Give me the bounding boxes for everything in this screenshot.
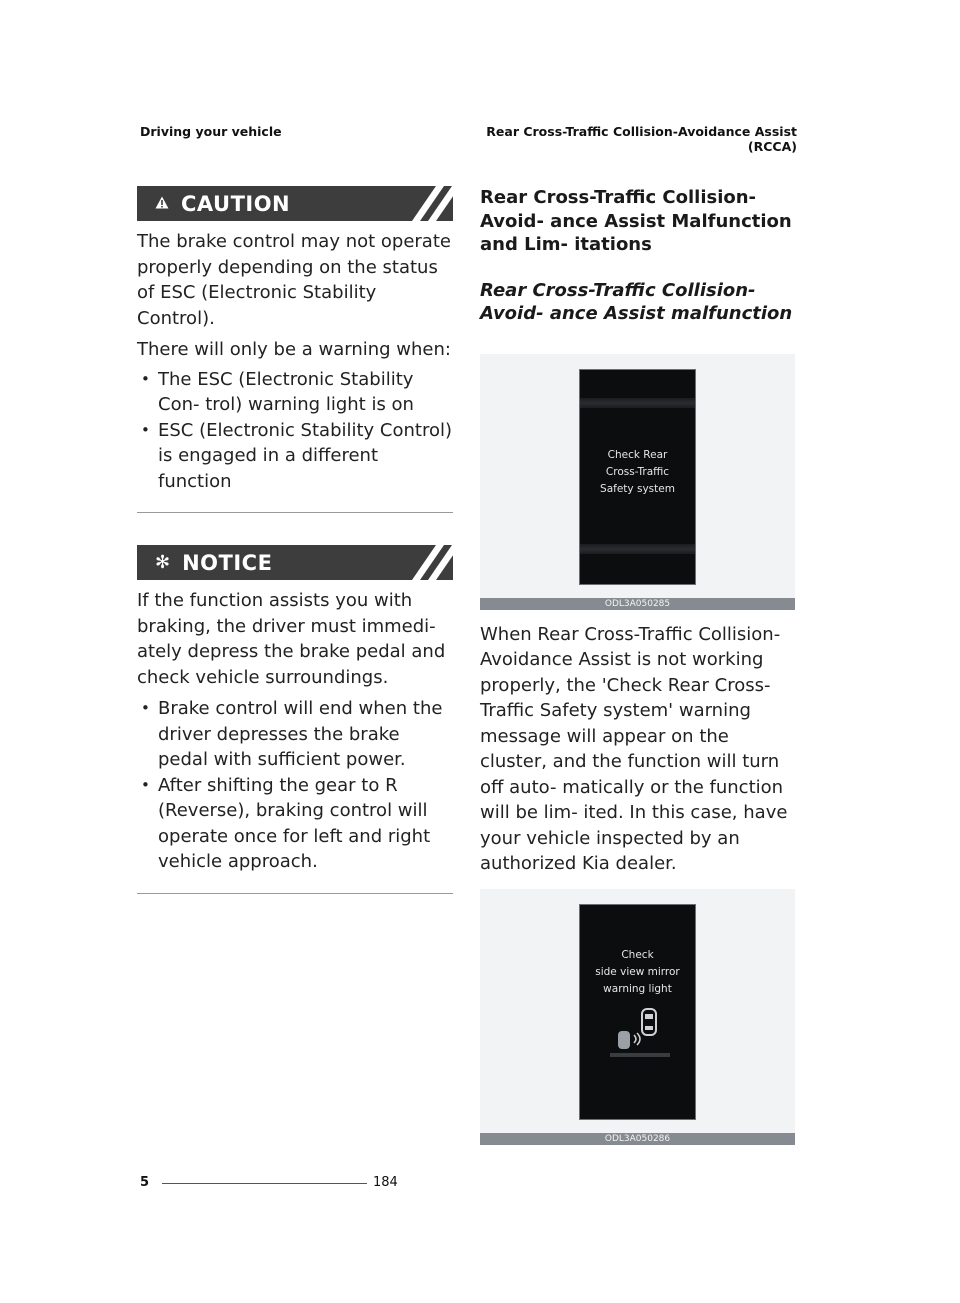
notice-box — [137, 545, 453, 894]
divider — [137, 512, 453, 513]
running-header-title: Rear Cross-Traffic Collision-Avoidance Assist — [486, 124, 797, 139]
running-header-right — [377, 124, 797, 154]
figure-caption: ODL3A050286 — [480, 1133, 795, 1145]
caution-paragraph-2: There will only be a warning when: — [137, 339, 451, 360]
caution-bullet-list — [137, 367, 453, 495]
display-text-line: side view mirror — [595, 965, 680, 978]
header-slash-decoration — [398, 186, 453, 221]
header-slash-decoration — [398, 545, 453, 580]
list-item: • After shifting the gear to R (Reverse), braking control will operate once for left and right vehicle approach. — [137, 773, 453, 875]
asterisk-icon: ✻ — [155, 552, 171, 573]
running-header-subtitle: (RCCA) — [747, 139, 797, 154]
figure-cluster-warning-2 — [480, 889, 795, 1145]
caution-header — [137, 186, 453, 221]
malfunction-paragraph: When Rear Cross-Traffic Collision- Avoidance Assist is not working properly, the 'Check Rear Cross- Traffic Safety system' warning message will appear on the cluster, and the function will turn off auto- matically or the function will be lim- ited. In this case, have your vehicle inspected by an authorized Kia dealer. — [480, 623, 788, 874]
figure-caption: ODL3A050285 — [480, 598, 795, 610]
notice-header — [137, 545, 453, 580]
car-mirror-icon — [610, 1005, 670, 1065]
display-band — [580, 544, 695, 554]
left-column — [137, 186, 453, 894]
right-column — [480, 186, 795, 1145]
notice-bullet-list — [137, 696, 453, 875]
list-item: • ESC (Electronic Stability Control) is engaged in a different function — [137, 418, 453, 495]
list-item: • The ESC (Electronic Stability Con- trol) warning light is on — [137, 367, 453, 418]
display-text-line: Check Rear — [607, 448, 668, 461]
caution-box — [137, 186, 453, 513]
notice-paragraph-1: If the function assists you with braking, the driver must immedi- ately depress the brake pedal and check vehicle surroundings. — [137, 590, 446, 688]
cluster-display-image — [579, 904, 696, 1120]
caution-title: CAUTION — [181, 191, 291, 216]
caution-paragraph-1: The brake control may not operate properly depending on the status of ESC (Electronic Stability Control). — [137, 231, 451, 329]
display-text-line: Safety system — [600, 482, 675, 495]
section-number: 5 — [140, 1175, 150, 1190]
cluster-display-image — [579, 369, 696, 585]
section-heading: Rear Cross-Traffic Collision-Avoid- ance Assist Malfunction and Lim- itations — [480, 187, 792, 255]
display-text-line: Check — [621, 948, 654, 961]
subsection-heading: Rear Cross-Traffic Collision-Avoid- ance Assist malfunction — [480, 279, 793, 324]
running-header-left: Driving your vehicle — [140, 124, 282, 139]
divider — [137, 893, 453, 894]
display-band — [580, 398, 695, 408]
list-item: • Brake control will end when the driver depresses the brake pedal with sufficient power. — [137, 696, 453, 773]
figure-cluster-warning-1 — [480, 354, 795, 610]
warning-triangle-icon — [155, 194, 169, 213]
page-number: 184 — [373, 1175, 398, 1190]
display-text-line: warning light — [603, 982, 672, 995]
display-text-line: Cross-Traffic — [605, 465, 670, 478]
notice-title: NOTICE — [182, 550, 273, 575]
footer-rule — [162, 1183, 367, 1184]
